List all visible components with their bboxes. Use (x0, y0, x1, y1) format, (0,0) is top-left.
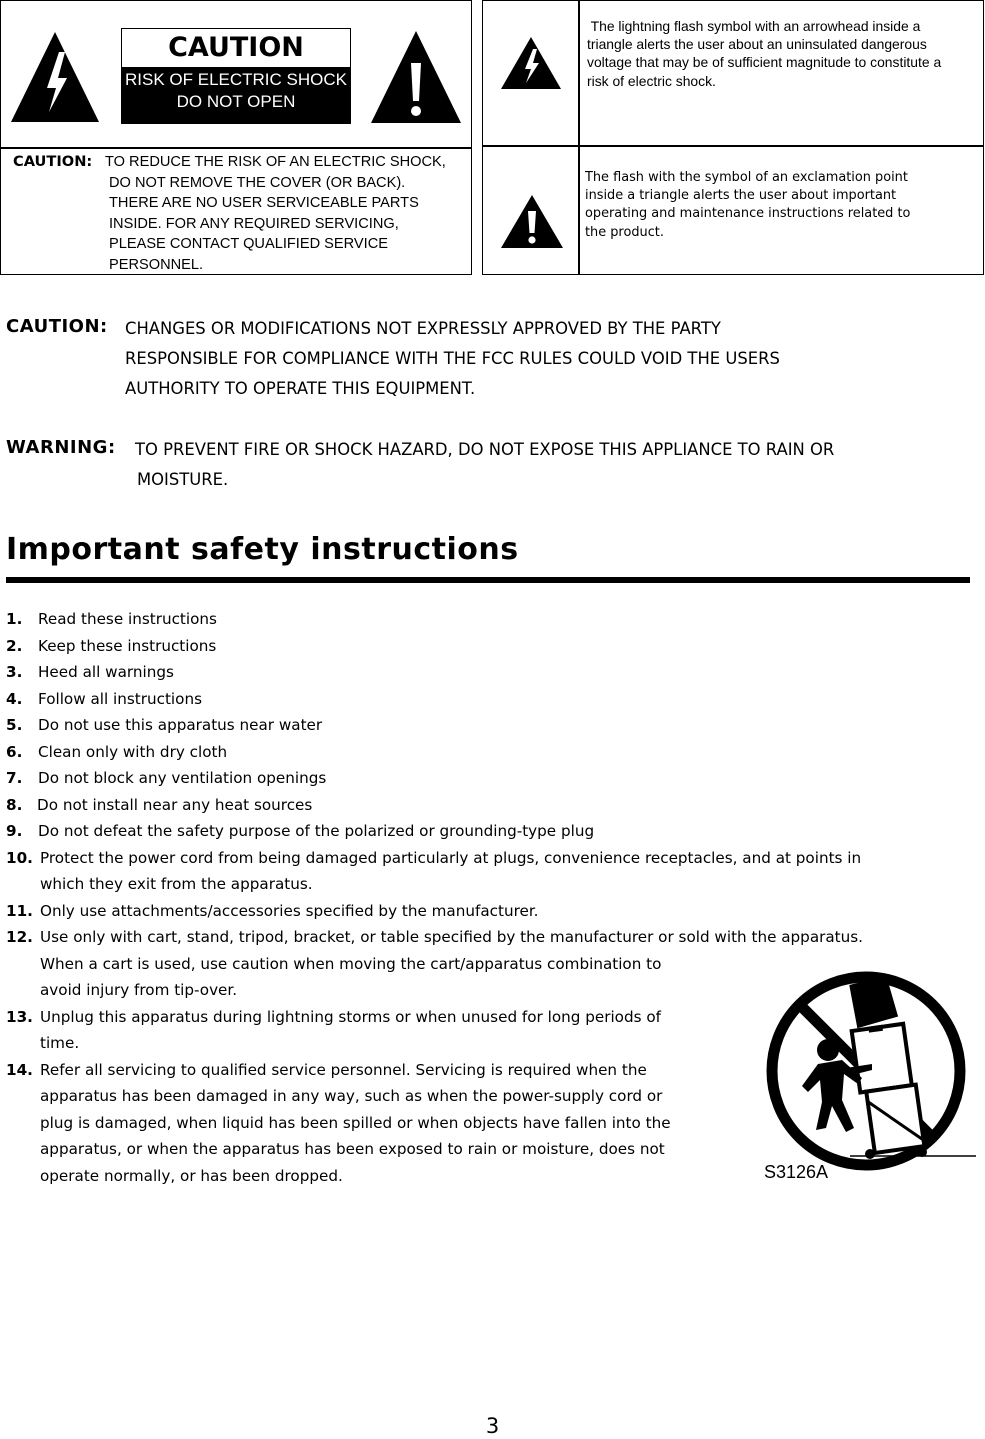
lightning-triangle-icon (499, 35, 563, 91)
item-number: 4. (6, 689, 23, 708)
item-text: Keep these instructions (38, 636, 217, 655)
item-number: 13. (6, 1007, 33, 1026)
caution-text-line: PERSONNEL. (109, 256, 204, 273)
item-number: 14. (6, 1060, 33, 1079)
item-text: Only use attachments/accessories specified by the manufacturer. (40, 901, 539, 920)
item-number: 8. (6, 795, 23, 814)
item-text: When a cart is used, use caution when moving the cart/apparatus combination to (40, 954, 662, 973)
item-number: 3. (6, 663, 23, 681)
symbol-explanation-table (482, 0, 984, 275)
item-text: Read these instructions (38, 610, 217, 628)
caution-panel-divider (1, 147, 471, 149)
caution-text-line: PLEASE CONTACT QUALIFIED SERVICE (109, 236, 388, 252)
description-line: The flash with the symbol of an exclamation point (585, 170, 908, 185)
item-number: 10. (6, 848, 33, 867)
item-text: Protect the power cord from being damaged particularly at plugs, convenience receptacles, and at points in (40, 848, 862, 867)
fcc-caution-prefix: CAUTION: (6, 316, 108, 337)
caution-label-line1: RISK OF ELECTRIC SHOCK (125, 70, 347, 89)
exclamation-symbol-description (585, 169, 981, 242)
description-line: the product. (585, 224, 664, 240)
section-rule (6, 577, 970, 583)
caution-label-text (122, 69, 350, 113)
item-text: operate normally, or has been dropped. (40, 1166, 343, 1185)
item-text: Follow all instructions (38, 689, 202, 708)
caution-text-line: TO REDUCE THE RISK OF AN ELECTRIC SHOCK, (105, 154, 446, 170)
item-text: apparatus has been damaged in any way, such as when the power-supply cord or (40, 1087, 663, 1105)
item-text: time. (40, 1034, 80, 1052)
lightning-triangle-icon (9, 30, 101, 124)
item-text: Do not use this apparatus near water (38, 716, 323, 734)
item-text: Use only with cart, stand, tripod, bracket, or table specified by the manufacturer or sold with the apparatus. (40, 928, 864, 946)
lightning-symbol-description (587, 17, 985, 90)
fire-warning-line: TO PREVENT FIRE OR SHOCK HAZARD, DO NOT EXPOSE THIS APPLIANCE TO RAIN OR (135, 440, 835, 459)
cart-figure-caption: S3126A (764, 1162, 829, 1182)
description-line: operating and maintenance instructions related to (585, 206, 911, 222)
item-text: Heed all warnings (38, 663, 174, 681)
fire-warning-line: MOISTURE. (137, 470, 229, 489)
page-number: 3 (485, 1414, 500, 1438)
description-line: The lightning flash symbol with an arrowhead inside a (587, 18, 921, 34)
item-number: 12. (6, 928, 33, 946)
item-text: Do not defeat the safety purpose of the polarized or grounding-type plug (38, 822, 595, 840)
caution-text-block (1, 152, 471, 276)
item-text: Do not block any ventilation openings (38, 769, 327, 787)
item-text: Unplug this apparatus during lightning storms or when unused for long periods of (40, 1007, 661, 1026)
item-number: 9. (6, 822, 23, 840)
section-title: Important safety instructions (6, 532, 519, 567)
exclamation-triangle-icon (499, 193, 565, 250)
description-line: inside a triangle alerts the user about important (585, 188, 897, 204)
caution-label (121, 28, 351, 124)
item-number: 1. (6, 610, 23, 628)
item-text: Refer all servicing to qualified service personnel. Servicing is required when the (40, 1060, 647, 1079)
exclamation-triangle-icon (369, 29, 463, 125)
table-row-divider (483, 145, 983, 147)
table-column-divider (578, 1, 580, 274)
item-number: 6. (6, 742, 23, 761)
fcc-caution-line: AUTHORITY TO OPERATE THIS EQUIPMENT. (125, 379, 476, 398)
caution-text-line: DO NOT REMOVE THE COVER (OR BACK). (109, 174, 406, 191)
item-number: 11. (6, 901, 33, 920)
item-text: avoid injury from tip-over. (40, 981, 238, 999)
item-number: 5. (6, 716, 23, 734)
caution-text-prefix: CAUTION: (13, 153, 93, 170)
item-text: Clean only with dry cloth (38, 742, 228, 761)
item-text: which they exit from the apparatus. (40, 875, 313, 893)
caution-panel (0, 0, 472, 275)
caution-text-line: INSIDE. FOR ANY REQUIRED SERVICING, (109, 215, 399, 232)
fcc-caution-line: CHANGES OR MODIFICATIONS NOT EXPRESSLY APPROVED BY THE PARTY (125, 319, 721, 338)
fcc-caution-line: RESPONSIBLE FOR COMPLIANCE WITH THE FCC RULES COULD VOID THE USERS (125, 349, 780, 368)
item-text: apparatus, or when the apparatus has been exposed to rain or moisture, does not (40, 1140, 665, 1158)
description-line: voltage that may be of sufficient magnitude to constitute a (587, 54, 942, 71)
item-number: 7. (6, 769, 23, 787)
fire-warning-prefix: WARNING: (6, 437, 116, 458)
description-line: triangle alerts the user about an uninsulated dangerous (587, 36, 927, 53)
item-number: 2. (6, 636, 23, 655)
item-text: Do not install near any heat sources (37, 795, 313, 814)
description-line: risk of electric shock. (587, 72, 716, 89)
item-text: plug is damaged, when liquid has been spilled or when objects have fallen into the (40, 1113, 671, 1132)
caution-label-title: CAUTION (122, 29, 350, 68)
caution-text-line: THERE ARE NO USER SERVICEABLE PARTS (109, 195, 419, 211)
caution-label-line2: DO NOT OPEN (176, 92, 296, 111)
cart-tip-over-warning-icon (762, 968, 976, 1188)
